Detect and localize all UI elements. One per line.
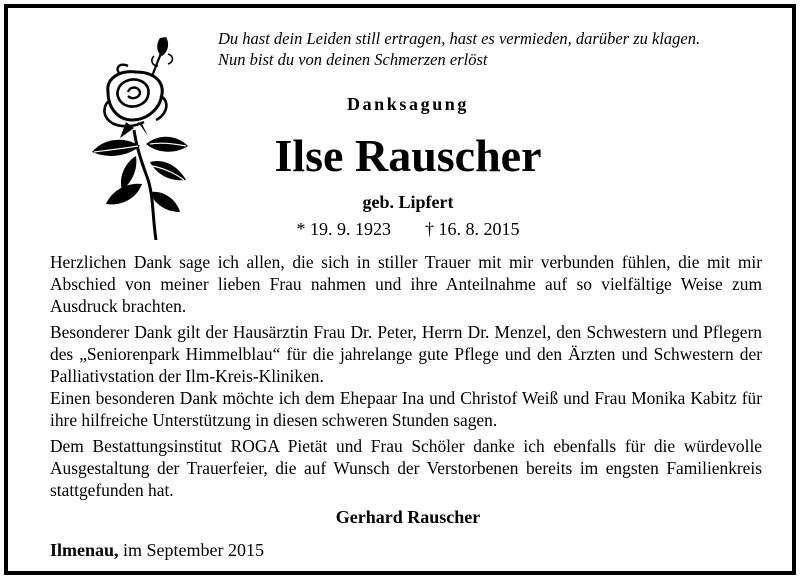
thank-you-text [50, 251, 762, 505]
signature: Gerhard Rauscher [335, 507, 481, 527]
obituary-notice [4, 4, 796, 575]
paragraph: Besonderer Dank gilt der Hausärztin Frau Dr. Peter, Herrn Dr. Menzel, den Schwestern und Pflegern des „Seniorenpark Himmelblau“ für die jahrelange gute Pflege und den Ärzten und Schwestern der Palliativstation der Ilm-Kreis-Kliniken. [50, 322, 762, 386]
paragraph: Dem Bestattungsinstitut ROGA Pietät und Frau Schöler danke ich ebenfalls für die würdevolle Ausgestaltung der Trauerfeier, die auf Wunsch der Verstorbenen bereits im engsten Familienkreis stattgefunden hat. [50, 436, 762, 500]
place-city: Ilmenau, [50, 540, 119, 560]
poem-line: Nun bist du von deinen Schmerzen erlöst [218, 50, 488, 69]
place-date: im September 2015 [123, 540, 264, 560]
death-date: † 16. 8. 2015 [425, 219, 520, 239]
poem-line: Du hast dein Leiden still ertragen, hast es vermieden, darüber zu klagen. [218, 29, 701, 48]
place-and-date [50, 540, 264, 561]
maiden-name: geb. Lipfert [362, 192, 454, 212]
paragraph: Herzlichen Dank sage ich allen, die sich in stiller Trauer mit mir verbunden fühlen, die mit mir Abschied von meiner lieben Frau nahmen und ihre Anteilnahme auf so vielfältige Weise zum Ausdruck brachten. [50, 252, 762, 316]
poem [218, 28, 778, 70]
life-dates [248, 219, 568, 240]
rose-icon [80, 34, 196, 240]
paragraph: Einen besonderen Dank möchte ich dem Ehepaar Ina und Christof Weiß und Frau Monika Kabitz für ihre hilfreiche Unterstützung in diesen schweren Stunden sagen. [50, 388, 762, 430]
notice-heading: Danksagung [346, 94, 470, 114]
birth-date: * 19. 9. 1923 [296, 219, 391, 239]
deceased-name: Ilse Rauscher [274, 130, 542, 181]
